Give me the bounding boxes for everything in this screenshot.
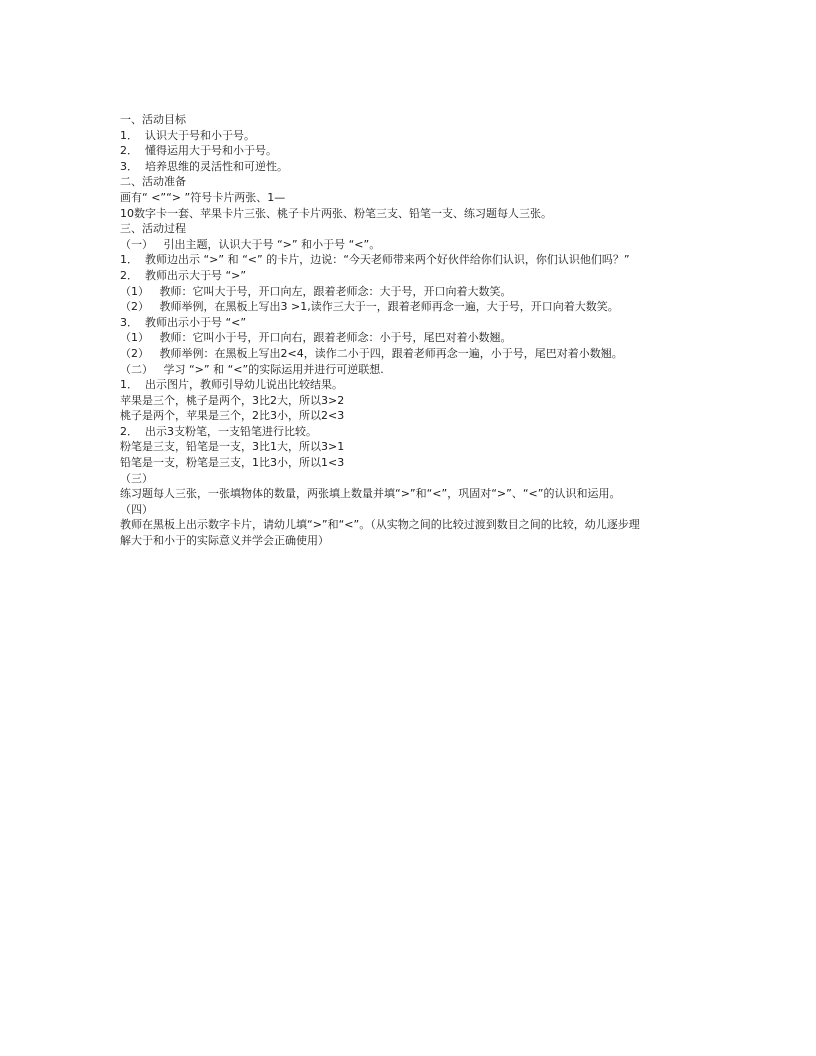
preparation-text-line-1: 画有“ <”“> ”符号卡片两张、1— — [120, 190, 286, 204]
goal-item-2: 2． 懂得运用大于号和小于号。 — [120, 144, 277, 158]
practice-example-3: 粉笔是三支，铅笔是一支，3比1大，所以3>1 — [120, 440, 345, 454]
goal-item-1: 1． 认识大于号和小于号。 — [120, 128, 255, 142]
document-body — [120, 112, 700, 549]
process-step-2-sub-1: （1） 教师：它叫大于号，开口向左，跟着老师念：大于号，开口向着大数笑。 — [120, 284, 512, 298]
goal-item-3: 3． 培养思维的灵活性和可逆性。 — [120, 159, 288, 173]
process-step-3-sub-2: （2） 教师举例：在黑板上写出2<4，读作二小于四，跟着老师再念一遍，小于号，尾巴对着小数翘。 — [120, 346, 623, 360]
section-heading-goals: 一、活动目标 — [120, 113, 186, 126]
process-part-3-text: 练习题每人三张，一张填物体的数量，两张填上数量并填“>”和“<”，巩固对“>”、“<”的认识和运用。 — [120, 487, 621, 501]
process-part-4-text-line-2: 解大于和小于的实际意义并学会正确使用） — [120, 534, 329, 548]
process-part-3-heading: （三） — [120, 471, 153, 485]
process-step-3-sub-1: （1） 教师：它叫小于号，开口向右，跟着老师念：小于号，尾巴对着小数翘。 — [120, 331, 512, 345]
process-part-1-heading: （一） 引出主题，认识大于号 “>” 和小于号 “<”。 — [120, 237, 381, 251]
process-step-3: 3． 教师出示小于号 “<” — [120, 315, 247, 329]
process-part-4-text-line-1: 教师在黑板上出示数字卡片，请幼儿填“>”和“<”。（从实物之间的比较过渡到数目之间的比较，幼儿逐步理 — [120, 518, 640, 532]
practice-step-1: 1． 出示图片，教师引导幼儿说出比较结果。 — [120, 378, 343, 392]
process-step-2: 2． 教师出示大于号 “>” — [120, 268, 247, 282]
section-heading-preparation: 二、活动准备 — [120, 175, 186, 189]
process-part-4-heading: （四） — [120, 502, 153, 516]
preparation-text-line-2: 10数字卡一套、苹果卡片三张、桃子卡片两张、粉笔三支、铅笔一支、练习题每人三张。 — [120, 206, 552, 220]
practice-step-2: 2． 出示3支粉笔，一支铅笔进行比较。 — [120, 424, 317, 438]
section-heading-process: 三、活动过程 — [120, 222, 186, 236]
process-part-2-heading: （二） 学习 “>” 和 “<”的实际运用并进行可逆联想. — [120, 362, 384, 376]
practice-example-2: 桃子是两个，苹果是三个，2比3小，所以2<3 — [120, 409, 345, 423]
process-step-1: 1． 教师边出示 “>” 和 “<” 的卡片，边说：“今天老师带来两个好伙伴给你们认识，你们认识他们吗？” — [120, 253, 630, 267]
practice-example-1: 苹果是三个，桃子是两个，3比2大，所以3>2 — [120, 393, 345, 407]
process-step-2-sub-2: （2） 教师举例，在黑板上写出3 >1,读作三大于一，跟着老师再念一遍，大于号，开口向着大数笑。 — [120, 300, 619, 314]
practice-example-4: 铅笔是一支，粉笔是三支，1比3小，所以1<3 — [120, 456, 345, 470]
